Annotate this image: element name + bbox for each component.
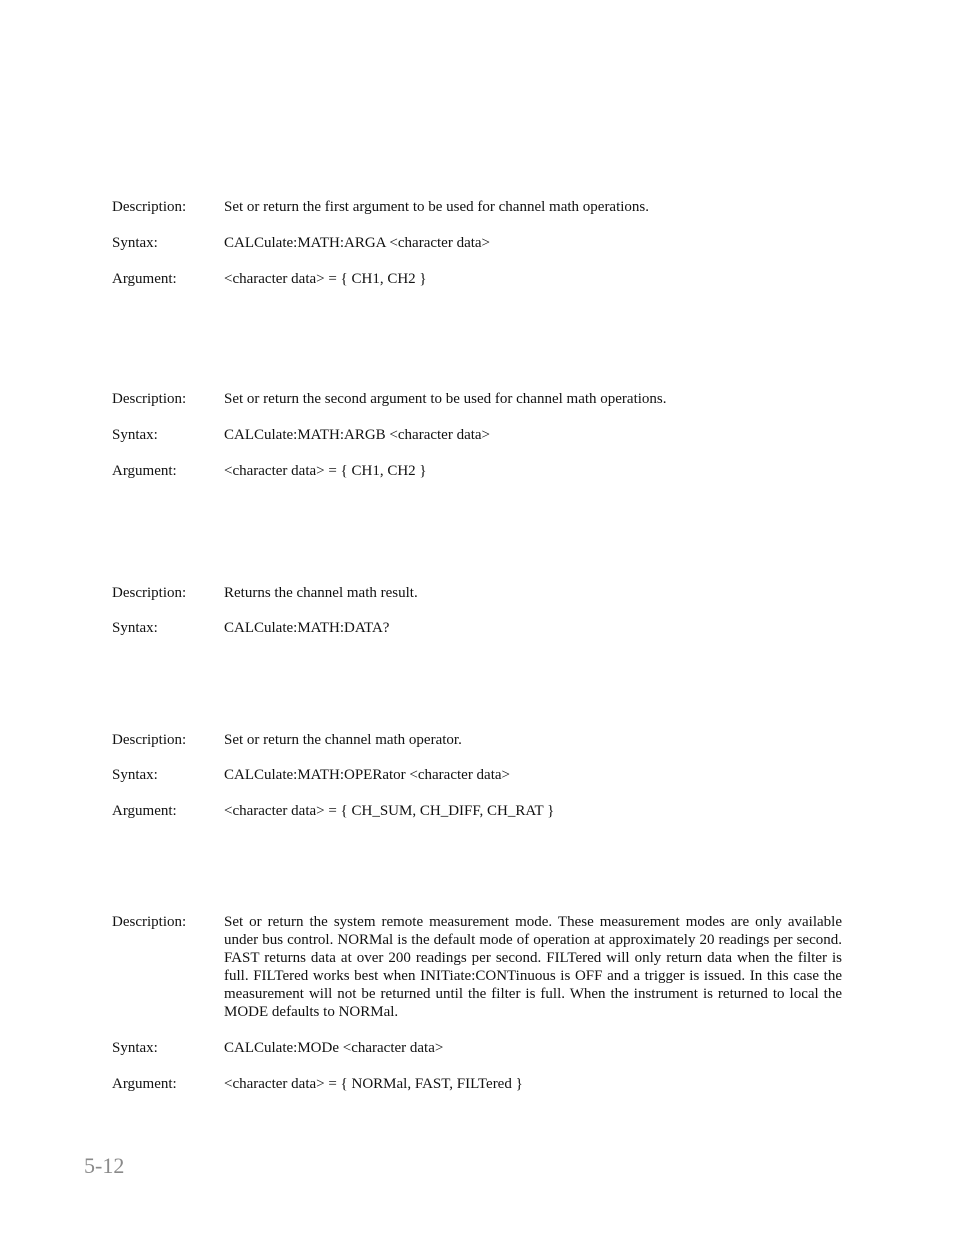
- syntax-label: Syntax:: [112, 767, 158, 783]
- description-label: Description:: [112, 914, 187, 930]
- argument-text: <character data> = { CH1, CH2 }: [224, 463, 427, 479]
- syntax-label: Syntax:: [112, 427, 158, 443]
- syntax-text: CALCulate:MATH:ARGB <character data>: [224, 427, 491, 443]
- section-5-description-row: [112, 913, 842, 1021]
- page-number: 5-12: [84, 1153, 125, 1178]
- syntax-text: CALCulate:MODe <character data>: [224, 1040, 444, 1056]
- section-1-description-row: [112, 198, 842, 216]
- syntax-label: Syntax:: [112, 620, 158, 636]
- section-2-description-row: [112, 390, 842, 408]
- section-4-syntax-row: [112, 766, 842, 784]
- description-label: Description:: [112, 199, 187, 215]
- description-text: Set or return the system remote measurement mode. These measurement modes are only available under bus control. NORMal is the default mode of operation at approximately 20 readings per second. FAST returns data at over 200 readings per second. FILTered will only return data when the filter is full. FILTered works best when INITiate:CONTinuous is OFF and a trigger is issued. In this case the measurement will not be returned until the filter is full. When the instrument is returned to local the MODE defaults to NORMal.: [224, 914, 842, 1020]
- description-label: Description:: [112, 732, 187, 748]
- argument-text: <character data> = { CH1, CH2 }: [224, 271, 427, 287]
- description-text: Set or return the channel math operator.: [224, 732, 462, 748]
- section-2-argument-row: [112, 462, 842, 480]
- argument-label: Argument:: [112, 803, 177, 819]
- section-5-syntax-row: [112, 1039, 842, 1057]
- syntax-label: Syntax:: [112, 235, 158, 251]
- section-4-description-row: [112, 731, 842, 749]
- description-text: Set or return the first argument to be used for channel math operations.: [224, 199, 650, 215]
- description-label: Description:: [112, 391, 187, 407]
- description-text: Returns the channel math result.: [224, 585, 418, 601]
- argument-text: <character data> = { NORMal, FAST, FILTered }: [224, 1076, 523, 1092]
- argument-label: Argument:: [112, 271, 177, 287]
- syntax-text: CALCulate:MATH:DATA?: [224, 620, 390, 636]
- section-1-argument-row: [112, 270, 842, 288]
- syntax-label: Syntax:: [112, 1040, 158, 1056]
- section-4-argument-row: [112, 802, 842, 820]
- section-1-syntax-row: [112, 234, 842, 252]
- argument-label: Argument:: [112, 463, 177, 479]
- argument-label: Argument:: [112, 1076, 177, 1092]
- section-3-syntax-row: [112, 619, 842, 637]
- description-text: Set or return the second argument to be used for channel math operations.: [224, 391, 667, 407]
- argument-text: <character data> = { CH_SUM, CH_DIFF, CH_RAT }: [224, 803, 555, 819]
- syntax-text: CALCulate:MATH:OPERator <character data>: [224, 767, 511, 783]
- section-2-syntax-row: [112, 426, 842, 444]
- description-label: Description:: [112, 585, 187, 601]
- section-5-argument-row: [112, 1075, 842, 1093]
- syntax-text: CALCulate:MATH:ARGA <character data>: [224, 235, 491, 251]
- section-3-description-row: [112, 584, 842, 602]
